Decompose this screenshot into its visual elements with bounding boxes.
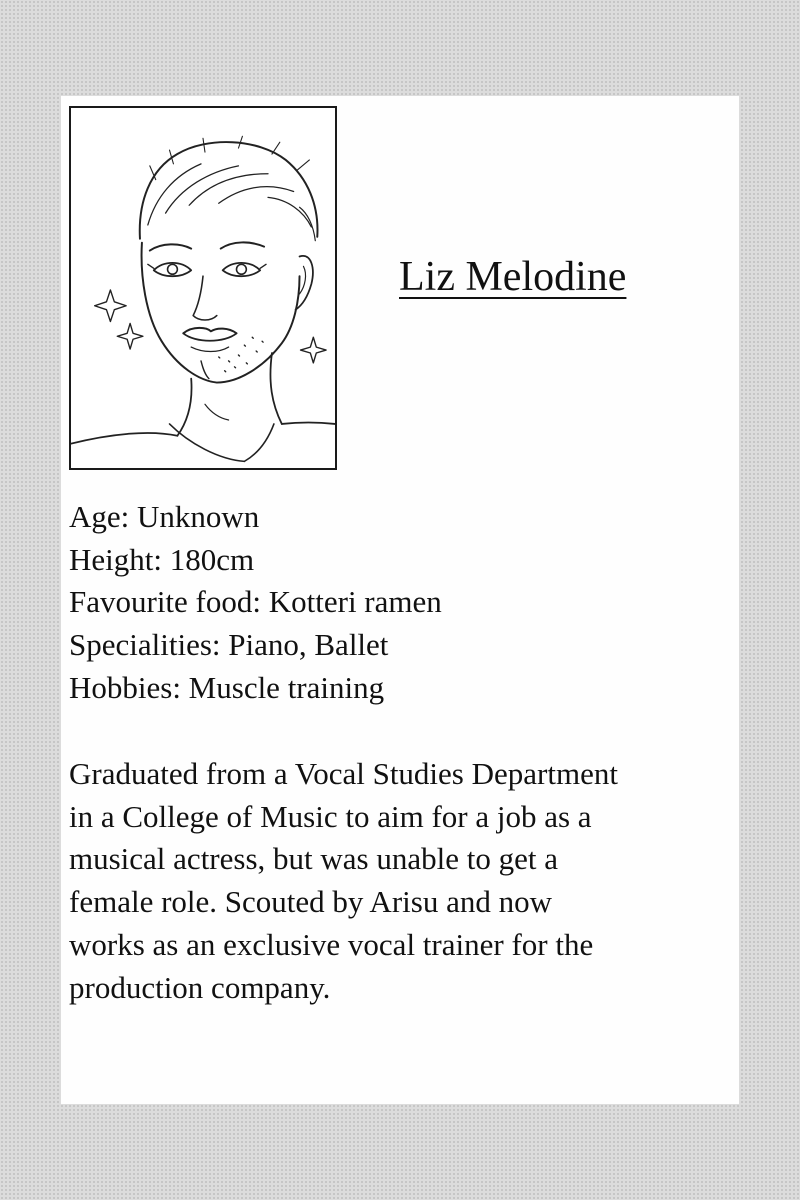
profile-card bbox=[61, 96, 739, 1104]
stat-specialities: Specialities: Piano, Ballet bbox=[69, 627, 389, 663]
stat-height: Height: 180cm bbox=[69, 541, 255, 577]
character-name: Liz Melodine bbox=[399, 254, 627, 300]
stat-favourite-food: Favourite food: Kotteri ramen bbox=[69, 584, 442, 620]
stat-hobbies: Hobbies: Muscle training bbox=[69, 669, 385, 705]
character-biography: Graduated from a Vocal Studies Department in a College of Music to aim for a job as a musical actress, but was unable to get a female role. Scouted by Arisu and now works as an exclusive vocal trainer for the production company. bbox=[69, 756, 618, 1005]
character-stats-list bbox=[69, 496, 442, 710]
portrait-frame bbox=[69, 106, 337, 470]
portrait-sketch-icon bbox=[71, 108, 335, 468]
stat-age: Age: Unknown bbox=[69, 499, 260, 534]
